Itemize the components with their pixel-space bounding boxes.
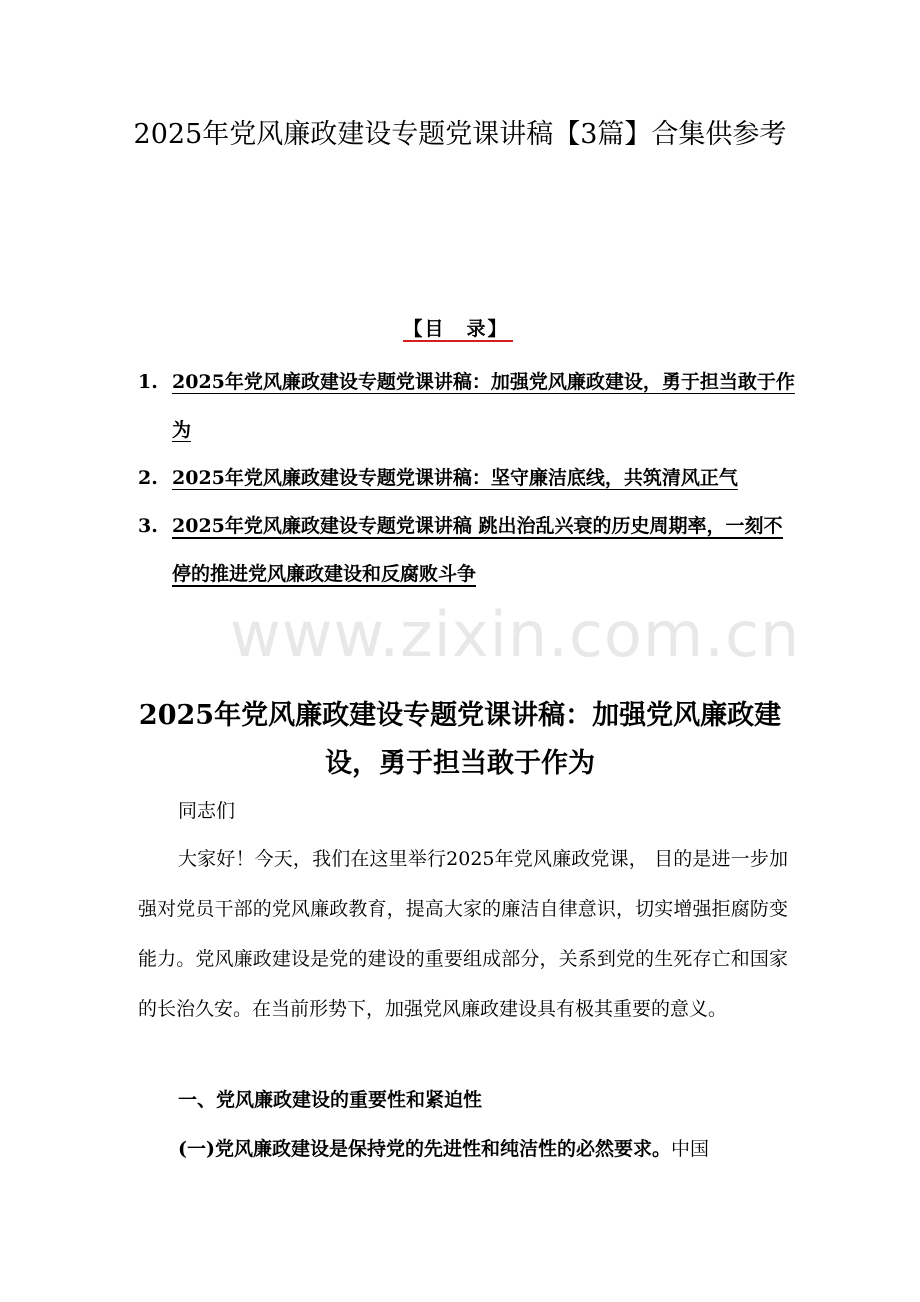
greeting-text: 同志们 [178,800,236,822]
toc-item-2[interactable] [138,454,798,502]
toc-item-1[interactable] [138,358,798,454]
toc-link-2[interactable] [172,467,738,489]
table-of-contents [138,358,798,598]
document-title: 2025年党风廉政建设专题党课讲稿【3篇】合集供参考 [133,119,787,150]
intro-paragraph: 大家好！今天，我们在这里举行2025年党风廉政党课， 目的是进一步加强对党员干部的党风廉政教育，提高大家的廉洁自律意识，切实增强拒腐防变能力。党风廉政建设是党的建设的重要组成部分，关系到党的生死存亡和国家的长治久安。在当前形势下，加强党风廉政建设具有极其重要的意义。 [138,848,788,1020]
toc-item-number: 2. [138,467,158,489]
sub-paragraph-rest: 中国 [670,1138,709,1160]
toc-item-3[interactable] [138,502,798,598]
subheading-one: 一、党风廉政建设的重要性和紧迫性 [178,1089,483,1111]
toc-heading: 【目 录】 [403,318,509,340]
toc-item-number: 1. [138,371,158,393]
watermark: www.zixin.com.cn [230,598,801,671]
sub-paragraph [138,1124,788,1174]
toc-link-1[interactable] [172,371,795,441]
toc-heading-underline [403,340,513,342]
toc-link-3[interactable] [172,515,783,587]
sub-paragraph-lead: (一)党风廉政建设是保持党的先进性和纯洁性的必然要求。 [178,1138,671,1160]
toc-item-label: 2025年党风廉政建设专题党课讲稿：坚守廉洁底线，共筑清风正气 [172,467,738,489]
section-title: 2025年党风廉政建设专题党课讲稿：加强党风廉政建设，勇于担当敢于作为 [138,700,782,779]
toc-item-label: 2025年党风廉政建设专题党课讲稿 跳出治乱兴衰的历史周期率，一刻不停的推进党风廉政建设和反腐败斗争 [172,515,783,585]
toc-item-label: 2025年党风廉政建设专题党课讲稿：加强党风廉政建设，勇于担当敢于作为 [172,371,795,441]
toc-item-number: 3. [138,515,158,537]
